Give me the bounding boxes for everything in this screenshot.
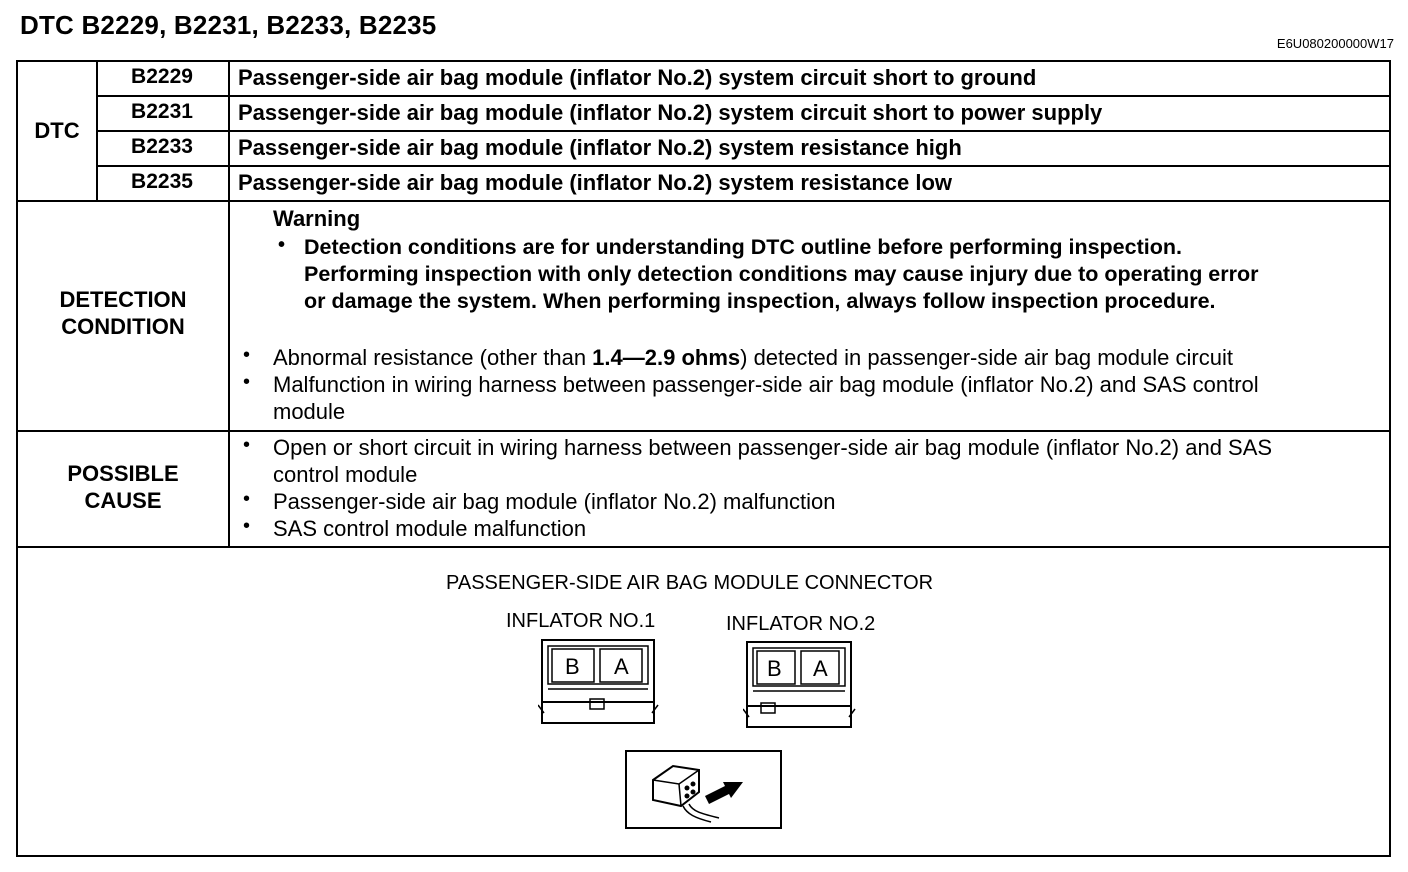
detection-item-line: module <box>273 399 346 424</box>
possible-cause-label-line2: CAUSE <box>84 488 162 513</box>
dtc-code: B2231 <box>131 100 193 123</box>
cause-item-line: Open or short circuit in wiring harness between passenger-side air bag module (inflator No.2) and SAS <box>273 435 1273 460</box>
inflator2-label: INFLATOR NO.2 <box>726 613 876 635</box>
dtc-label: DTC <box>34 118 80 143</box>
document-id: E6U080200000W17 <box>1276 36 1394 51</box>
dtc-description: Passenger-side air bag module (inflator No.2) system resistance high <box>238 135 962 160</box>
dtc-description: Passenger-side air bag module (inflator No.2) system circuit short to power supply <box>238 100 1103 125</box>
warning-bullet: • <box>278 234 286 256</box>
dtc-code: B2235 <box>131 170 193 193</box>
terminal-a: A <box>813 656 828 681</box>
harness-side-view-icon <box>625 750 783 830</box>
inflator1-label: INFLATOR NO.1 <box>506 610 656 632</box>
cause-item <box>273 434 1272 488</box>
cause-item: SAS control module malfunction <box>273 516 587 541</box>
detection-bullet: • <box>243 371 251 393</box>
inflator2-connector-diagram <box>743 639 858 733</box>
detection-item-line: Malfunction in wiring harness between passenger-side air bag module (inflator No.2) and SAS control <box>273 372 1259 397</box>
dtc-code: B2233 <box>131 135 193 158</box>
detection-item-text: Abnormal resistance (other than <box>273 345 593 370</box>
detection-item <box>273 344 1233 371</box>
detection-item <box>273 371 1259 425</box>
detection-label-line1: DETECTION <box>59 287 187 312</box>
cause-item: Passenger-side air bag module (inflator No.2) malfunction <box>273 489 836 514</box>
dtc-table <box>16 60 1391 857</box>
detection-bullet: • <box>243 344 251 366</box>
detection-item-text: ) detected in passenger-side air bag module circuit <box>740 345 1233 370</box>
dtc-description: Passenger-side air bag module (inflator No.2) system resistance low <box>238 170 953 195</box>
resistance-range: 1.4—2.9 ohms <box>592 345 741 370</box>
possible-cause-label-line1: POSSIBLE <box>67 461 179 486</box>
cause-item-line: control module <box>273 462 418 487</box>
warning-line: Performing inspection with only detection conditions may cause injury due to operating error <box>304 262 1259 286</box>
dtc-code: B2229 <box>131 65 193 88</box>
cause-bullet: • <box>243 488 251 510</box>
warning-text <box>304 234 1389 315</box>
terminal-b: B <box>767 656 782 681</box>
inflator1-connector-diagram <box>538 637 663 729</box>
connector-title: PASSENGER-SIDE AIR BAG MODULE CONNECTOR <box>446 572 934 594</box>
dtc-description: Passenger-side air bag module (inflator No.2) system circuit short to ground <box>238 65 1037 90</box>
terminal-a: A <box>614 654 629 679</box>
warning-title: Warning <box>273 206 361 231</box>
warning-line: or damage the system. When performing inspection, always follow inspection procedure. <box>304 289 1216 313</box>
possible-cause-label <box>18 460 228 514</box>
terminal-b: B <box>565 654 580 679</box>
cause-bullet: • <box>243 515 251 537</box>
detection-label-line2: CONDITION <box>61 314 185 339</box>
page-title: DTC B2229, B2231, B2233, B2235 <box>20 10 437 40</box>
cause-bullet: • <box>243 434 251 456</box>
warning-line: Detection conditions are for understanding DTC outline before performing inspection. <box>304 235 1182 259</box>
detection-condition-label <box>18 286 228 340</box>
